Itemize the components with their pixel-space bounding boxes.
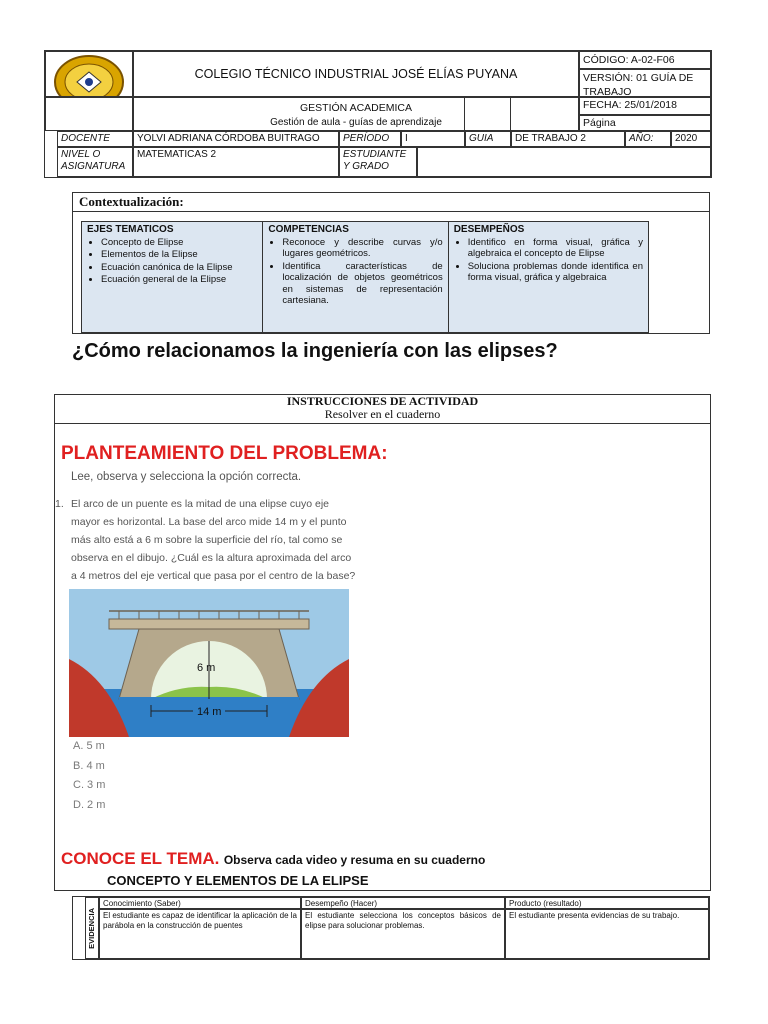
option-c[interactable]: C. 3 m bbox=[73, 779, 106, 791]
problem-text bbox=[71, 495, 371, 585]
option-d[interactable]: D. 2 m bbox=[73, 798, 106, 811]
context-section bbox=[72, 192, 710, 334]
estudiante-label: ESTUDIANTE Y GRADO bbox=[339, 147, 417, 177]
activity-subtitle: Resolver en el cuaderno bbox=[324, 407, 441, 421]
docente-label: DOCENTE bbox=[57, 131, 133, 147]
problem-instruction: Lee, observa y selecciona la opción correcta. bbox=[71, 471, 302, 483]
problem-line: observa en el dibujo. ¿Cuál es la altura aproximada del arco bbox=[71, 552, 352, 564]
desempenos-column bbox=[449, 222, 648, 332]
problem-number: 1. bbox=[55, 498, 64, 510]
context-table bbox=[81, 221, 649, 333]
answer-options bbox=[73, 737, 105, 815]
list-item: • Soluciona problemas donde identifica en forma visual, gráfica y algebraica bbox=[468, 261, 643, 284]
desempenos-title: DESEMPEÑOS bbox=[453, 224, 525, 235]
estudiante-value[interactable] bbox=[417, 147, 711, 177]
evidence-side-label: EVIDENCIA bbox=[87, 907, 96, 949]
problem-line: El arco de un puente es la mitad de una elipse cuyo eje bbox=[71, 498, 330, 510]
competencias-column bbox=[263, 222, 448, 332]
competencias-title: COMPETENCIAS bbox=[268, 224, 349, 235]
activity-header bbox=[55, 395, 710, 421]
evidence-cell: El estudiante presenta evidencias de su trabajo. bbox=[505, 909, 709, 959]
topic-title: CONCEPTO Y ELEMENTOS DE LA ELIPSE bbox=[107, 873, 369, 888]
gestion-subtitle: Gestión de aula - guías de aprendizaje bbox=[270, 117, 442, 128]
gestion-title: GESTIÓN ACADEMICA bbox=[299, 102, 413, 114]
evidence-header: Conocimiento (Saber) bbox=[99, 897, 301, 909]
periodo-value: I bbox=[401, 131, 465, 147]
ejes-title: EJES TEMATICOS bbox=[87, 224, 174, 235]
evidence-cell: El estudiante es capaz de identificar la aplicación de la parábola en la construcción de puentes bbox=[99, 909, 301, 959]
logo-cell bbox=[45, 51, 133, 97]
list-item: • Identifica características de localización de objetos geométricos en sistemas de representación cartesiana. bbox=[282, 261, 442, 307]
list-item: • Concepto de Elipse bbox=[101, 237, 257, 249]
base-label: 14 m bbox=[197, 706, 222, 718]
problem-line: mayor es horizontal. La base del arco mide 14 m y el punto bbox=[71, 516, 347, 528]
evidence-side-cell bbox=[85, 897, 99, 959]
header-table bbox=[44, 50, 712, 178]
topic-instruction: Observa cada video y resuma en su cuaderno bbox=[223, 853, 486, 867]
topic-heading: CONOCE EL TEMA. bbox=[61, 849, 220, 868]
problem-heading: PLANTEAMIENTO DEL PROBLEMA: bbox=[61, 443, 388, 464]
guia-value: DE TRABAJO 2 bbox=[511, 131, 625, 147]
guia-label: GUIA bbox=[465, 131, 511, 147]
logo-cell-lower bbox=[45, 97, 133, 131]
school-name: COLEGIO TÉCNICO INDUSTRIAL JOSÉ ELÍAS PUYANA bbox=[133, 51, 579, 97]
bridge-illustration bbox=[69, 589, 349, 737]
main-question: ¿Cómo relacionamos la ingeniería con las elipses? bbox=[72, 340, 558, 362]
evidence-cell: El estudiante selecciona los conceptos básicos de elipse para solucionar problemas. bbox=[301, 909, 505, 959]
option-a[interactable]: A. 5 m bbox=[73, 740, 105, 752]
option-b[interactable]: B. 4 m bbox=[73, 759, 105, 772]
list-item: • Identifico en forma visual, gráfica y algebraica el concepto de Elipse bbox=[468, 237, 643, 260]
list-item: • Ecuación canónica de la Elipse bbox=[101, 262, 257, 274]
list-item: • Reconoce y describe curvas y/o lugares geométricos. bbox=[282, 237, 442, 260]
context-title: Contextualización: bbox=[73, 193, 709, 212]
fecha: FECHA: 25/01/2018 bbox=[579, 97, 711, 115]
list-item: • Ecuación general de la Elipse bbox=[101, 274, 257, 286]
pagina: Página bbox=[579, 115, 711, 131]
ejes-column bbox=[82, 222, 263, 332]
problem-line: a 4 metros del eje vertical que pasa por el centro de la base? bbox=[71, 570, 356, 582]
evidence-header: Desempeño (Hacer) bbox=[301, 897, 505, 909]
evidence-header: Producto (resultado) bbox=[505, 897, 709, 909]
anio-value: 2020 bbox=[671, 131, 711, 147]
anio-label: AÑO: bbox=[625, 131, 671, 147]
activity-title: INSTRUCCIONES DE ACTIVIDAD bbox=[286, 394, 479, 408]
evidence-table bbox=[72, 896, 710, 960]
problem-line: más alto está a 6 m sobre la superficie del río, tal como se bbox=[71, 534, 343, 546]
gestion-cell bbox=[133, 97, 579, 131]
topic-heading-row bbox=[61, 849, 485, 869]
codigo: CÓDIGO: A-02-F06 bbox=[579, 51, 711, 69]
nivel-value: MATEMATICAS 2 bbox=[133, 147, 339, 177]
nivel-label: NIVEL O ASIGNATURA bbox=[57, 147, 133, 177]
school-logo-icon bbox=[46, 52, 132, 96]
activity-box bbox=[54, 394, 711, 891]
list-item: • Elementos de la Elipse bbox=[101, 249, 257, 261]
periodo-label: PERÍODO bbox=[339, 131, 401, 147]
version: VERSIÓN: 01 GUÍA DE TRABAJO bbox=[579, 69, 711, 97]
docente-value: YOLVI ADRIANA CÓRDOBA BUITRAGO bbox=[133, 131, 339, 147]
height-label: 6 m bbox=[197, 662, 216, 674]
